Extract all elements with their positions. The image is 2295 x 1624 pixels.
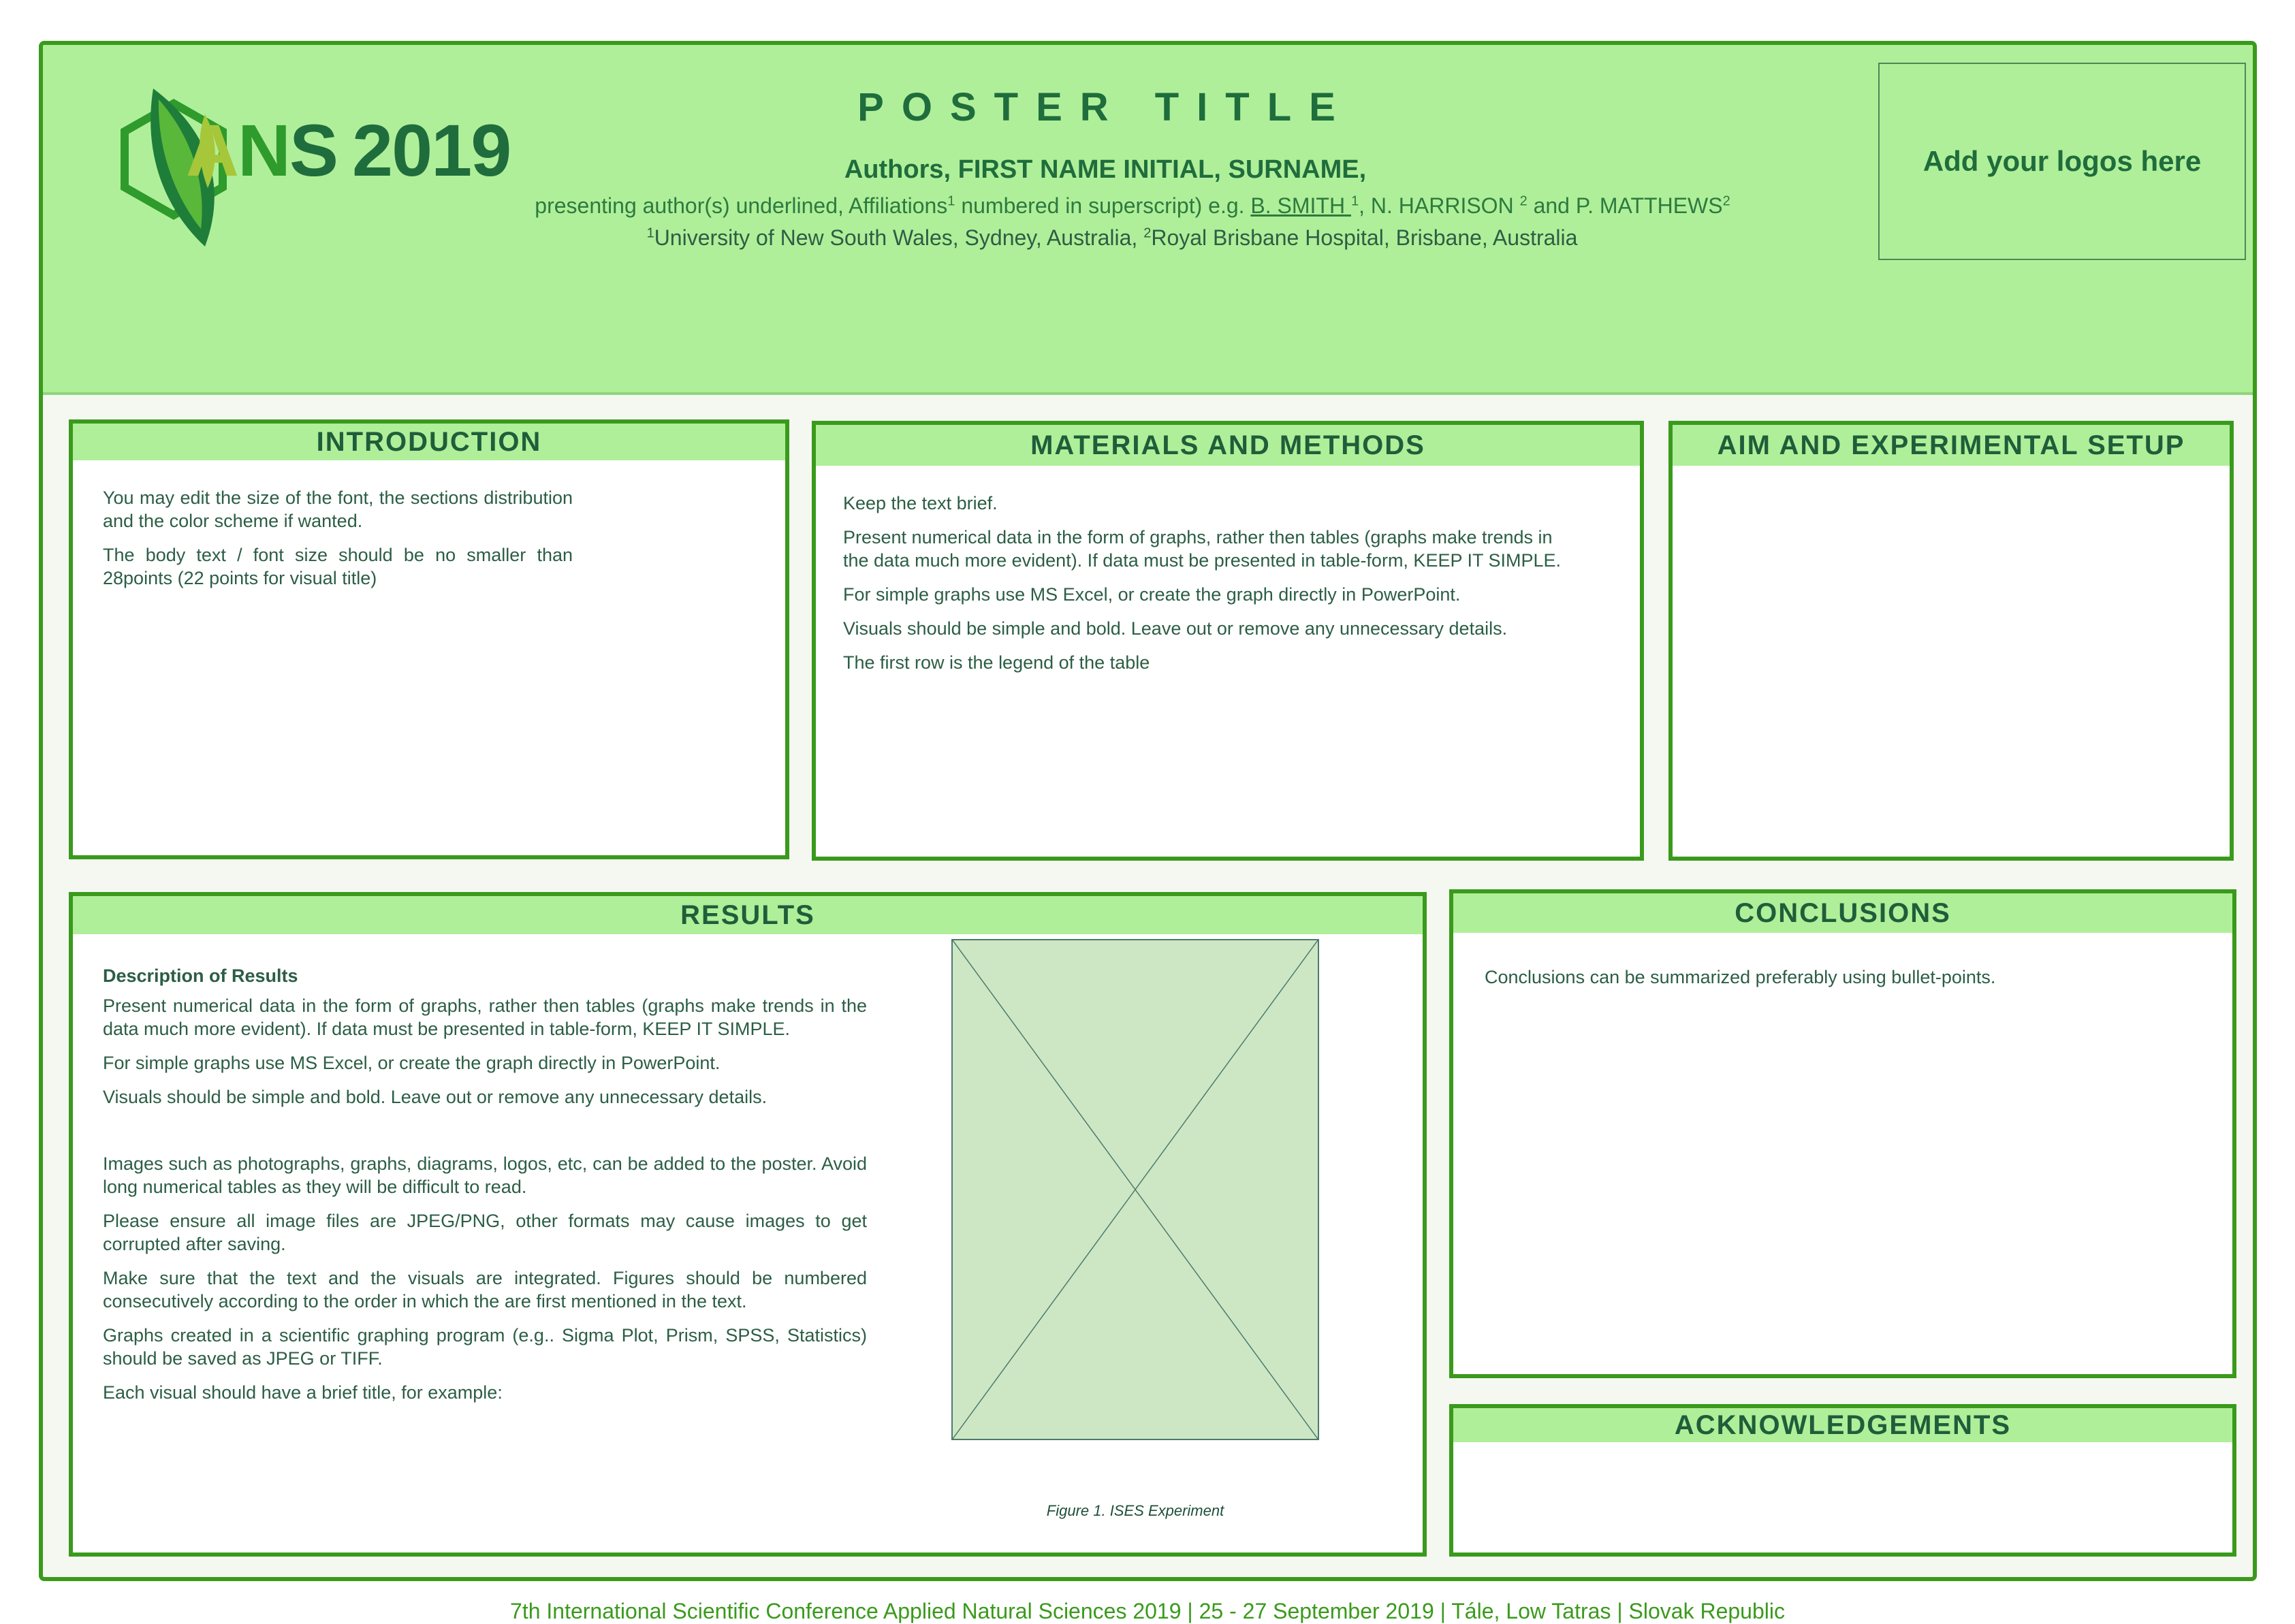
- poster-header: [43, 45, 2253, 395]
- figure-caption: Figure 1. ISES Experiment: [1046, 1502, 1224, 1519]
- conference-footer: 7th International Scientific Conference Applied Natural Sciences 2019 | 25 - 27 September 2019 | Tále, Low Tatras | Slovak Republic: [510, 1599, 1785, 1623]
- results-subtitle: Description of Results: [103, 966, 298, 986]
- materials-paragraph: Visuals should be simple and bold. Leave out or remove any unnecessary details.: [843, 618, 1508, 639]
- results-paragraph: Graphs created in a scientific graphing program (e.g.. Sigma Plot, Prism, SPSS, Statistics) should be saved as JPEG or TIFF.: [103, 1325, 867, 1369]
- results-paragraph: For simple graphs use MS Excel, or create the graph directly in PowerPoint.: [103, 1053, 721, 1073]
- materials-paragraph: For simple graphs use MS Excel, or create the graph directly in PowerPoint.: [843, 584, 1461, 605]
- conclusions-section: [1449, 889, 2236, 1378]
- results-paragraph: Make sure that the text and the visuals are integrated. Figures should be numbered consecutively according to the order in which the are first mentioned in the text.: [103, 1268, 867, 1311]
- conclusions-paragraph: Conclusions can be summarized preferably using bullet-points.: [1485, 967, 1996, 987]
- results-paragraph: Each visual should have a brief title, for example:: [103, 1382, 503, 1403]
- conclusions-body: [1453, 933, 2232, 1023]
- materials-paragraph: The first row is the legend of the table: [843, 652, 1150, 673]
- logo-letter-n: N: [238, 109, 289, 191]
- authors-line: Authors, FIRST NAME INITIAL, SURNAME,: [844, 155, 1367, 184]
- conclusions-heading: CONCLUSIONS: [1453, 893, 2232, 933]
- results-paragraph: Present numerical data in the form of graphs, rather then tables (graphs make trends in the data much more evident). If data must be presented in table-form, KEEP IT SIMPLE.: [103, 996, 867, 1039]
- ans-2019-wordmark: [186, 108, 510, 193]
- introduction-section: [69, 419, 789, 859]
- acknowledgements-heading: ACKNOWLEDGEMENTS: [1453, 1408, 2232, 1442]
- introduction-heading: INTRODUCTION: [73, 424, 785, 460]
- poster-title: POSTER TITLE: [857, 85, 1353, 129]
- materials-methods-heading: MATERIALS AND METHODS: [816, 425, 1640, 466]
- results-heading: RESULTS: [73, 896, 1423, 934]
- materials-paragraph: Present numerical data in the form of graphs, rather then tables (graphs make trends in the data much more evident). If data must be presented in table-form, KEEP IT SIMPLE.: [843, 527, 1562, 571]
- introduction-body: [73, 460, 603, 624]
- materials-methods-body: [816, 466, 1595, 708]
- logo-placeholder-box: [1878, 63, 2246, 260]
- logo-placeholder-text: Add your logos here: [1922, 145, 2202, 177]
- results-paragraph: Please ensure all image files are JPEG/PNG, other formats may cause images to get corrupted after saving.: [103, 1211, 867, 1254]
- logo-year: 2019: [352, 109, 511, 191]
- logo-letter-a: A: [186, 109, 238, 191]
- figure-placeholder: [951, 939, 1319, 1440]
- results-paragraph: Images such as photographs, graphs, diagrams, logos, etc, can be added to the poster. Avoid long numerical tables as they will be difficult to read.: [103, 1153, 867, 1197]
- author-detail-line: presenting author(s) underlined, Affiliations$^1$ numbered in superscript) e.g. B. SMITH $^1$, N. HARRISON $^2$ and P. MATTHEWS$^2$: [535, 193, 1730, 218]
- aim-setup-heading: AIM AND EXPERIMENTAL SETUP: [1673, 425, 2230, 466]
- materials-methods-section: [812, 421, 1644, 861]
- results-paragraph: Visuals should be simple and bold. Leave out or remove any unnecessary details.: [103, 1087, 767, 1107]
- introduction-paragraph: The body text / font size should be no smaller than 28points (22 points for visual title): [103, 545, 573, 588]
- logo-letter-s: S: [289, 109, 338, 191]
- results-body: [73, 934, 897, 1438]
- acknowledgements-section: [1449, 1404, 2236, 1557]
- presenting-author: B. SMITH: [1250, 193, 1351, 218]
- materials-paragraph: Keep the text brief.: [843, 493, 998, 513]
- introduction-paragraph: You may edit the size of the font, the sections distribution and the color scheme if wanted.: [103, 488, 573, 531]
- aim-setup-section: [1668, 421, 2234, 861]
- affiliations-line: $^1$University of New South Wales, Sydney, Australia, $^2$Royal Brisbane Hospital, Brisbane, Australia: [646, 225, 1578, 250]
- figure-placeholder-cross: [953, 940, 1318, 1439]
